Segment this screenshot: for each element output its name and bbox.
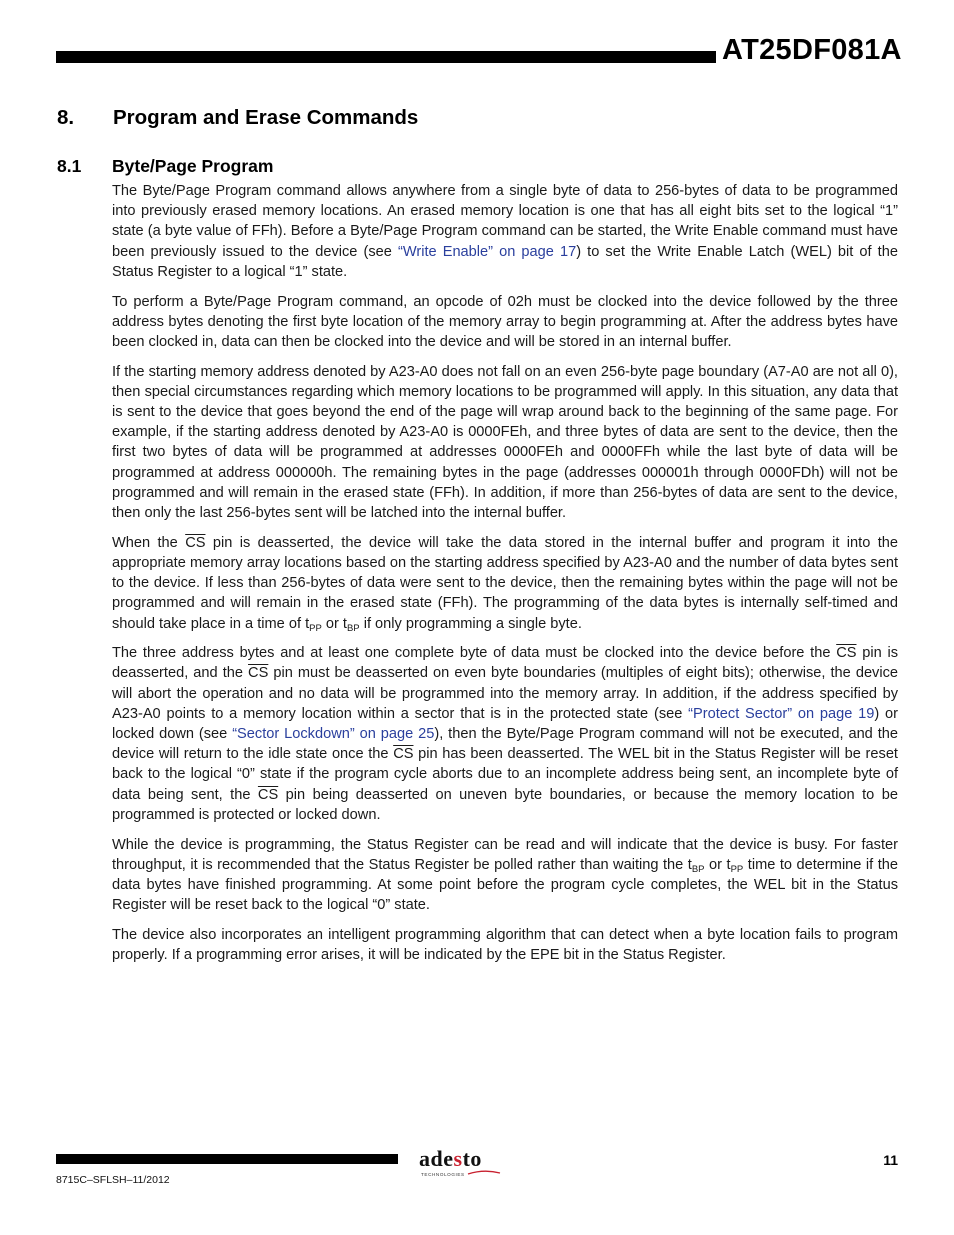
- section-number: 8.: [57, 106, 75, 129]
- footer-rule: [56, 1154, 398, 1164]
- text-run: The Byte/Page Program command allows anywhere from a single byte of data to 256-bytes of data to be programmed into previously erased memory locations. An erased memory location is one that has all eight bits set to the logical “1” state (a byte value of FFh). Before a Byte/Page Program command can be started, the Write Enable command must have been previously issued to the device (see: [112, 183, 898, 260]
- paragraph-7: The device also incorporates an intelligent programming algorithm that can detect when a byte location fails to program properly. If a programming error arises, it will be indicated by the EPE bit in the Status Register.: [112, 926, 898, 964]
- subscript: PP: [730, 863, 744, 875]
- document-title: AT25DF081A: [722, 34, 902, 66]
- subscript: BP: [691, 863, 705, 875]
- header-rule: [56, 51, 716, 63]
- text-run: ) or locked down (see: [112, 705, 899, 743]
- paragraph-4: [112, 533, 898, 634]
- text-run: or t: [704, 856, 731, 873]
- text-run: pin is deasserted, and the: [112, 645, 898, 682]
- text-run: When the: [112, 534, 186, 551]
- subsection-heading: [57, 156, 273, 177]
- link-write-enable[interactable]: “Write Enable” on page 17: [397, 243, 577, 260]
- logo-text-accent: s: [453, 1146, 463, 1171]
- text-run: ) to set the Write Enable Latch (WEL) bit of the Status Register to a logical “1” state.: [112, 243, 898, 280]
- body-text: [112, 181, 898, 975]
- paragraph-2: To perform a Byte/Page Program command, an opcode of 02h must be clocked into the device followed by the three address bytes denoting the first byte location of the memory array to begin programming at. After the address bytes have been clocked in, data can then be clocked into the device and will be stored in an internal buffer.: [112, 293, 898, 350]
- document-code: 8715C–SFLSH–11/2012: [56, 1174, 170, 1186]
- text-run: The three address bytes and at least one complete byte of data must be clocked into the device before the: [112, 645, 837, 662]
- paragraph-3: If the starting memory address denoted by A23-A0 does not fall on an even 256-byte page boundary (A7-A0 are not all 0), then special circumstances regarding which memory locations to be programmed will apply. In this situation, any data that is sent to the device that goes beyond the end of the page will wrap around back to the beginning of the same page. For example, if the starting address denoted by A23-A0 is 0000FEh, and three bytes of data are sent to the device, then the first two bytes of data will be programmed at addresses 0000FEh and 0000FFh while the last byte of data will be programmed at address 000000h. The remaining bytes in the page (addresses 000001h through 0000FDh) will not be programmed and will remain in the erased state (FFh). In addition, if more than 256-bytes of data are sent to the device, then only the last 256-bytes sent will be latched into the internal buffer.: [112, 363, 898, 522]
- adesto-logo: [419, 1146, 509, 1182]
- text-run: While the device is programming, the Status Register can be read and will indicate that the device is busy. For faster throughput, it is recommended that the Status Register be polled rather than waiting the t: [112, 836, 898, 873]
- subsection-title: Byte/Page Program: [112, 156, 274, 176]
- link-sector-lockdown[interactable]: “Sector Lockdown” on page 25: [232, 726, 435, 743]
- cs-signal: $\overline{CS}$: [248, 665, 269, 682]
- cs-signal: $\overline{CS}$: [393, 746, 414, 763]
- logo-text: to: [462, 1146, 482, 1171]
- text-run: time to determine if the data bytes have finished programming. At some point before the program cycle completes, the WEL bit in the Status Register will be reset back to the logical “0” state.: [112, 856, 899, 914]
- paragraph-5: [112, 643, 898, 825]
- cs-signal: $\overline{CS}$: [185, 534, 206, 551]
- text-run: ), then the Byte/Page Program command will not be executed, and the device will return to the idle state once the: [112, 726, 898, 763]
- text-run: pin must be deasserted on even byte boundaries (multiples of eight bits); otherwise, the device will abort the operation and no data will be programmed into the memory array. In addition, if the address specified by A23-A0 points to a memory location within a sector that is in the protected state (see: [112, 665, 899, 722]
- text-run: pin is deasserted, the device will take the data stored in the internal buffer and program it into the appropriate memory array locations based on the starting address specified by A23-A0 and the number of data bytes sent to the device. If less than 256-bytes of data were sent to the device, then the remaining bytes within the page will not be programmed and will remain in the erased state (FFh). The programming of the data bytes is internally self-timed and should take place in a time of t: [112, 534, 898, 632]
- logo-wordmark: [419, 1146, 482, 1172]
- text-run: or t: [321, 615, 347, 632]
- cs-signal: $\overline{CS}$: [836, 645, 857, 662]
- paragraph-1: [112, 181, 898, 282]
- subsection-number: 8.1: [57, 156, 82, 176]
- text-run: pin has been deasserted. The WEL bit in the Status Register will be reset back to the logical “0” state if the program cycle aborts due to an incomplete address being sent, an incomplete byte of data being sent, the: [112, 746, 898, 803]
- section-heading: [57, 106, 418, 130]
- section-title: Program and Erase Commands: [113, 106, 419, 129]
- subscript: BP: [346, 622, 360, 634]
- subscript: PP: [309, 622, 322, 634]
- text-run: if only programming a single byte.: [359, 615, 582, 632]
- page-number: 11: [883, 1152, 898, 1168]
- link-protect-sector[interactable]: “Protect Sector” on page 19: [688, 705, 875, 722]
- logo-text: ade: [419, 1146, 454, 1171]
- logo-swoosh-icon: [467, 1170, 501, 1176]
- cs-signal: $\overline{CS}$: [257, 786, 279, 803]
- paragraph-6: [112, 835, 898, 916]
- logo-tagline: TECHNOLOGIES: [421, 1172, 465, 1177]
- text-run: pin being deasserted on uneven byte boundaries, or because the memory location to be programmed is protected or locked down.: [112, 786, 898, 823]
